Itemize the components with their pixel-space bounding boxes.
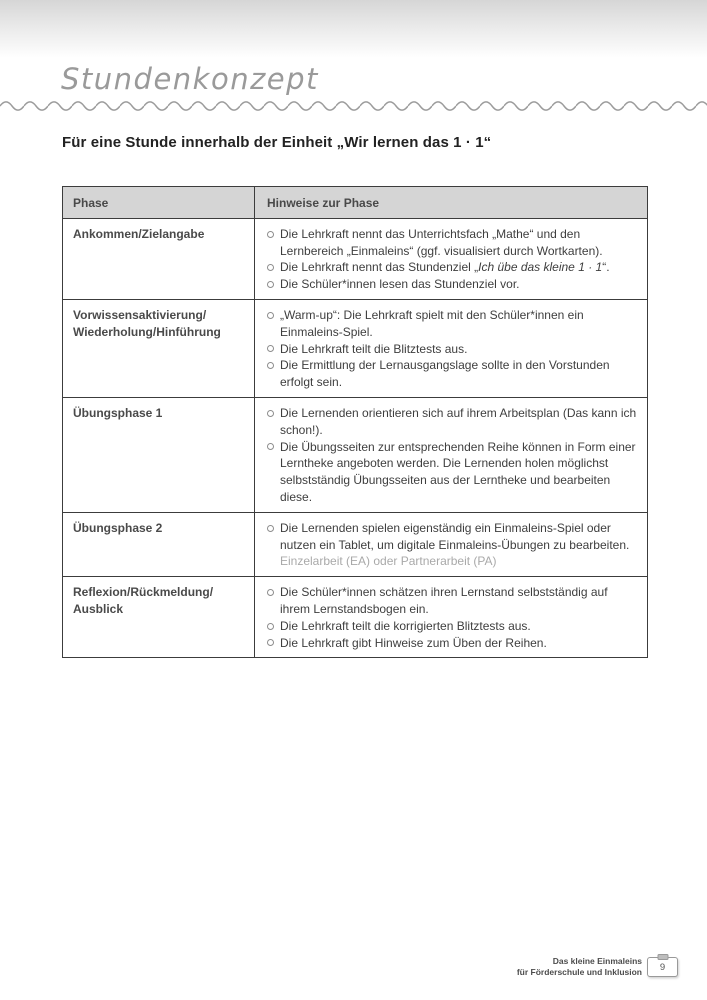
circle-bullet-icon — [267, 345, 274, 352]
phase-label: Übungsphase 2 — [73, 520, 163, 535]
phase-cell — [63, 219, 255, 299]
hint-item — [267, 635, 639, 652]
phase-label: Vorwissensaktivierung/ — [73, 307, 207, 322]
hints-cell — [255, 577, 647, 657]
hint-text: Die Schüler*innen lesen das Stundenziel vor. — [280, 277, 520, 292]
hint-text: Die Übungsseiten zur entsprechenden Reihe können in Form einer Lerntheke angeboten werden. Die Lernenden holen möglichst selbstständig Übungsseiten aus der Lerntheke und bearbeiten diese. — [280, 439, 636, 504]
hint-item — [267, 259, 639, 276]
table-row — [63, 218, 647, 299]
hint-text-suffix: “. — [602, 260, 610, 275]
column-header-phase: Phase — [63, 187, 255, 218]
phase-label: Ausblick — [73, 601, 124, 616]
phase-label: Ankommen/Zielangabe — [73, 226, 205, 241]
phase-cell — [63, 398, 255, 512]
hint-item — [267, 276, 639, 293]
hint-text: Die Lehrkraft nennt das Unterrichtsfach „Mathe“ und den Lernbereich „Einmaleins“ (ggf. visualisiert durch Wortkarten). — [280, 226, 603, 258]
section-heading: Für eine Stunde innerhalb der Einheit „Wir lernen das 1 · 1“ — [62, 134, 492, 151]
circle-bullet-icon — [267, 231, 274, 238]
hint-item — [267, 405, 639, 439]
hint-text: „Warm-up“: Die Lehrkraft spielt mit den Schüler*innen ein Einmaleins-Spiel. — [280, 307, 584, 339]
hint-item — [267, 439, 639, 506]
series-title-line1: Das kleine Einmaleins — [552, 956, 642, 966]
hints-cell — [255, 219, 647, 299]
hint-text-prefix: Die Lehrkraft nennt das Stundenziel „ — [280, 260, 479, 275]
table-header-row — [63, 187, 647, 218]
column-header-hints: Hinweise zur Phase — [267, 196, 380, 210]
hint-item — [267, 520, 639, 554]
hint-text — [280, 259, 639, 276]
hint-text-italic: Ich übe das kleine 1 · 1 — [478, 260, 603, 275]
phase-label: Wiederholung/Hinführung — [73, 324, 221, 339]
hints-cell — [255, 300, 647, 397]
table-row — [63, 576, 647, 657]
page-number-badge — [647, 957, 678, 977]
phase-label: Übungsphase 1 — [73, 405, 163, 420]
hint-item — [267, 357, 639, 391]
hint-item — [267, 341, 639, 358]
wavy-divider — [0, 99, 707, 113]
hints-cell — [255, 398, 647, 512]
chapter-title: Stundenkonzept — [61, 62, 319, 96]
hint-text: Die Lernenden spielen eigenständig ein Einmaleins-Spiel oder nutzen ein Tablet, um digitale Einmaleins-Übungen zu bearbeiten. — [280, 520, 630, 552]
table-row — [63, 397, 647, 512]
phase-cell — [63, 577, 255, 657]
page-footer — [517, 952, 678, 977]
hint-text: Die Lehrkraft teilt die korrigierten Blitztests aus. — [280, 618, 531, 633]
circle-bullet-icon — [267, 312, 274, 319]
circle-bullet-icon — [267, 623, 274, 630]
series-title — [517, 956, 642, 977]
hint-text: Die Lehrkraft teilt die Blitztests aus. — [280, 341, 468, 356]
circle-bullet-icon — [267, 639, 274, 646]
hint-text: Die Lernenden orientieren sich auf ihrem Arbeitsplan (Das kann ich schon!). — [280, 405, 637, 437]
hint-text: Die Lehrkraft gibt Hinweise zum Üben der Reihen. — [280, 635, 547, 650]
phase-table — [62, 186, 648, 658]
page-number: 9 — [659, 961, 666, 973]
phase-cell — [63, 300, 255, 397]
hint-item — [267, 584, 639, 618]
social-form-note: Einzelarbeit (EA) oder Partnerarbeit (PA) — [280, 554, 497, 569]
hint-text: Die Schüler*innen schätzen ihren Lernstand selbstständig auf ihrem Lernstandsbogen ein. — [280, 585, 608, 616]
hint-item — [267, 307, 639, 341]
hint-item — [267, 618, 639, 635]
circle-bullet-icon — [267, 281, 274, 288]
circle-bullet-icon — [267, 443, 274, 450]
table-row — [63, 299, 647, 397]
phase-label: Reflexion/Rückmeldung/ — [73, 585, 214, 600]
circle-bullet-icon — [267, 410, 274, 417]
circle-bullet-icon — [267, 362, 274, 369]
hint-item — [267, 226, 639, 260]
hints-cell — [255, 513, 647, 576]
page-tab-icon — [657, 954, 668, 960]
circle-bullet-icon — [267, 525, 274, 532]
circle-bullet-icon — [267, 264, 274, 271]
table-row — [63, 512, 647, 576]
circle-bullet-icon — [267, 589, 274, 596]
phase-cell — [63, 513, 255, 576]
page-top-gradient — [0, 0, 707, 58]
hint-text: Die Ermittlung der Lernausgangslage sollte in den Vorstunden erfolgt sein. — [280, 358, 610, 390]
series-title-line2: für Förderschule und Inklusion — [516, 966, 642, 977]
